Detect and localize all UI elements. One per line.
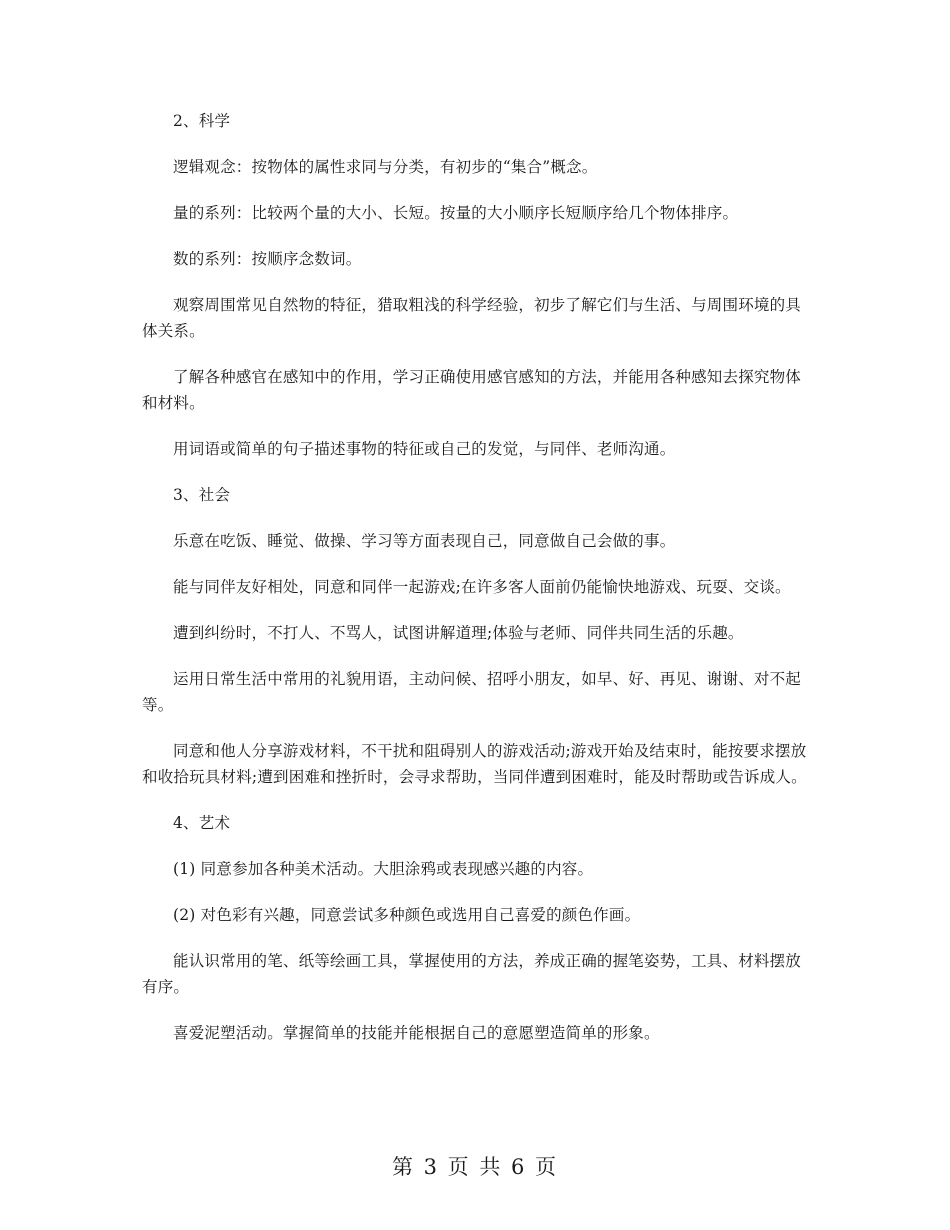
body-paragraph: 运用日常生活中常用的礼貌用语，主动问候、招呼小朋友，如早、好、再见、谢谢、对不起等。 bbox=[142, 670, 802, 714]
section-heading: 4、艺术 bbox=[173, 814, 231, 832]
page-number-footer: 第 3 页 共 6 页 bbox=[391, 1155, 559, 1179]
body-paragraph: 喜爱泥塑活动。掌握简单的技能并能根据自己的意愿塑造简单的形象。 bbox=[173, 1024, 660, 1042]
body-paragraph: (1) 同意参加各种美术活动。大胆涂鸦或表现感兴趣的内容。 bbox=[173, 860, 594, 878]
section-heading: 2、科学 bbox=[173, 112, 231, 130]
body-paragraph: 能认识常用的笔、纸等绘画工具，掌握使用的方法，养成正确的握笔姿势，工具、材料摆放有序。 bbox=[142, 952, 802, 996]
body-paragraph: 用词语或简单的句子描述事物的特征或自己的发觉，与同伴、老师沟通。 bbox=[173, 440, 676, 458]
section-heading: 3、社会 bbox=[173, 486, 231, 504]
body-paragraph: 乐意在吃饭、睡觉、做操、学习等方面表现自己，同意做自己会做的事。 bbox=[173, 532, 676, 550]
body-paragraph: 量的系列：比较两个量的大小、长短。按量的大小顺序长短顺序给几个物体排序。 bbox=[173, 204, 739, 222]
body-paragraph: 能与同伴友好相处，同意和同伴一起游戏;在许多客人面前仍能愉快地游戏、玩耍、交谈。 bbox=[173, 578, 791, 596]
body-paragraph: 观察周围常见自然物的特征，猎取粗浅的科学经验，初步了解它们与生活、与周围环境的具体关系。 bbox=[142, 296, 802, 340]
document-body bbox=[142, 108, 813, 1066]
body-paragraph: 同意和他人分享游戏材料，不干扰和阻碍别人的游戏活动;游戏开始及结束时，能按要求摆放和收拾玩具材料;遭到困难和挫折时，会寻求帮助，当同伴遭到困难时，能及时帮助或告诉成人。 bbox=[142, 742, 807, 786]
body-paragraph: 遭到纠纷时，不打人、不骂人，试图讲解道理;体验与老师、同伴共同生活的乐趣。 bbox=[173, 624, 744, 642]
body-paragraph: 逻辑观念：按物体的属性求同与分类，有初步的“集合”概念。 bbox=[173, 158, 598, 176]
body-paragraph: (2) 对色彩有兴趣，同意尝试多种颜色或选用自己喜爱的颜色作画。 bbox=[173, 906, 641, 924]
body-paragraph: 了解各种感官在感知中的作用，学习正确使用感官感知的方法，并能用各种感知去探究物体和材料。 bbox=[142, 368, 802, 412]
body-paragraph: 数的系列：按顺序念数词。 bbox=[173, 250, 362, 268]
